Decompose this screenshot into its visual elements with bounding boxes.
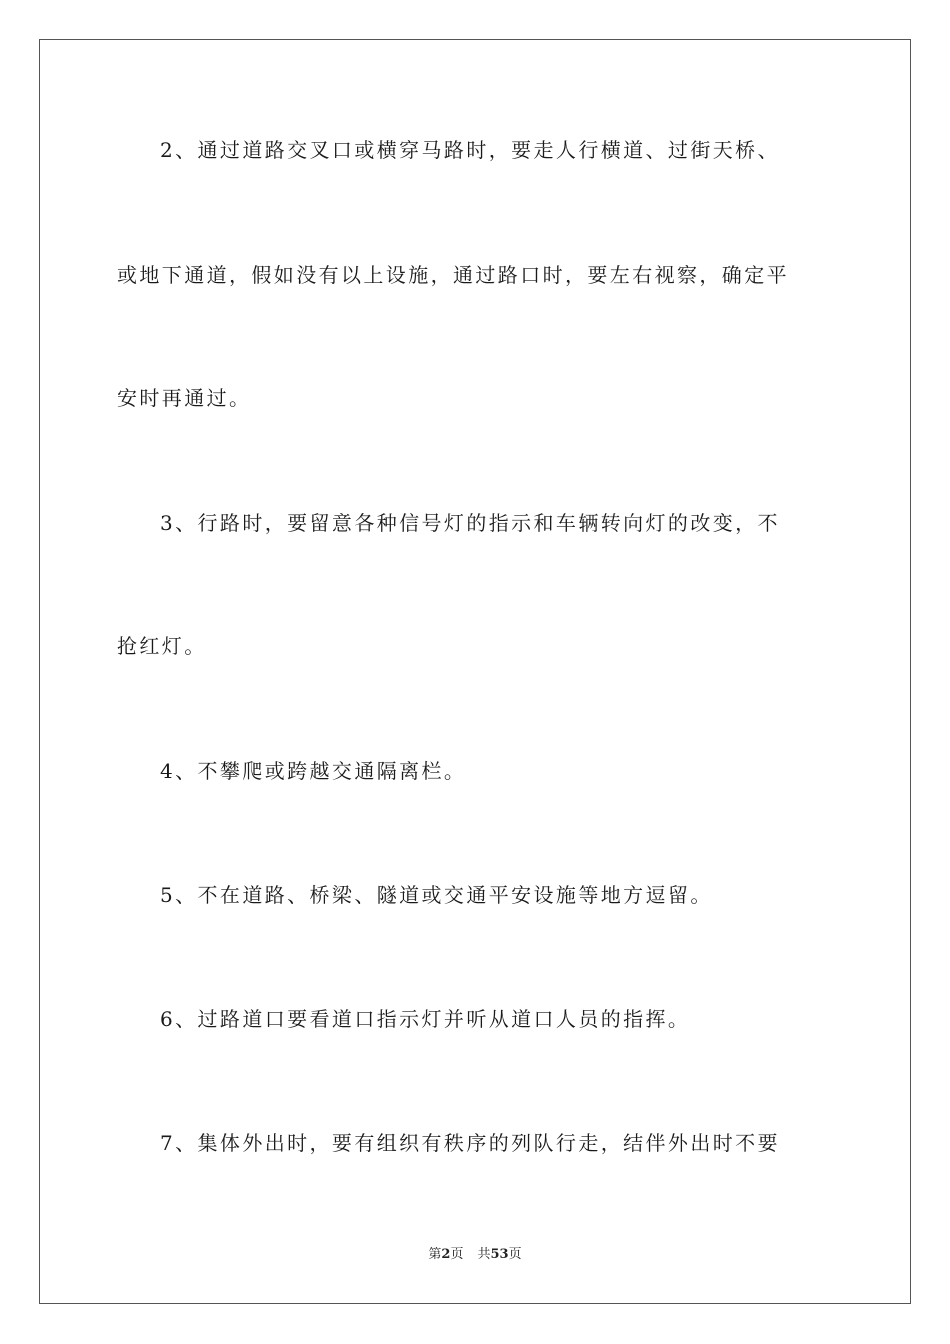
paragraph-7-line-1: 7、集体外出时，要有组织有秩序的列队行走，结伴外出时不要 [160, 1131, 780, 1155]
paragraph-3-line-2: 抢红灯。 [117, 634, 207, 658]
paragraph-2-line-2: 或地下通道，假如没有以上设施，通过路口时，要左右视察，确定平 [117, 263, 789, 287]
page-suffix: 页 [450, 1247, 464, 1262]
total-suffix: 页 [508, 1247, 522, 1262]
page-prefix: 第 [428, 1247, 442, 1262]
paragraph-3-line-1: 3、行路时，要留意各种信号灯的指示和车辆转向灯的改变，不 [160, 511, 780, 535]
paragraph-2-line-1: 2、通过道路交叉口或横穿马路时，要走人行横道、过街天桥、 [160, 138, 780, 162]
page-number: 2 [441, 1247, 451, 1262]
page-footer [0, 1246, 950, 1264]
paragraph-2-line-3: 安时再通过。 [117, 386, 252, 410]
paragraph-4: 4、不攀爬或跨越交通隔离栏。 [160, 759, 467, 783]
total-prefix: 共 [477, 1247, 491, 1262]
page-border [39, 39, 911, 1304]
paragraph-6: 6、过路道口要看道口指示灯并听从道口人员的指挥。 [160, 1007, 691, 1031]
paragraph-5: 5、不在道路、桥梁、隧道或交通平安设施等地方逗留。 [160, 883, 713, 907]
total-pages: 53 [490, 1247, 509, 1262]
